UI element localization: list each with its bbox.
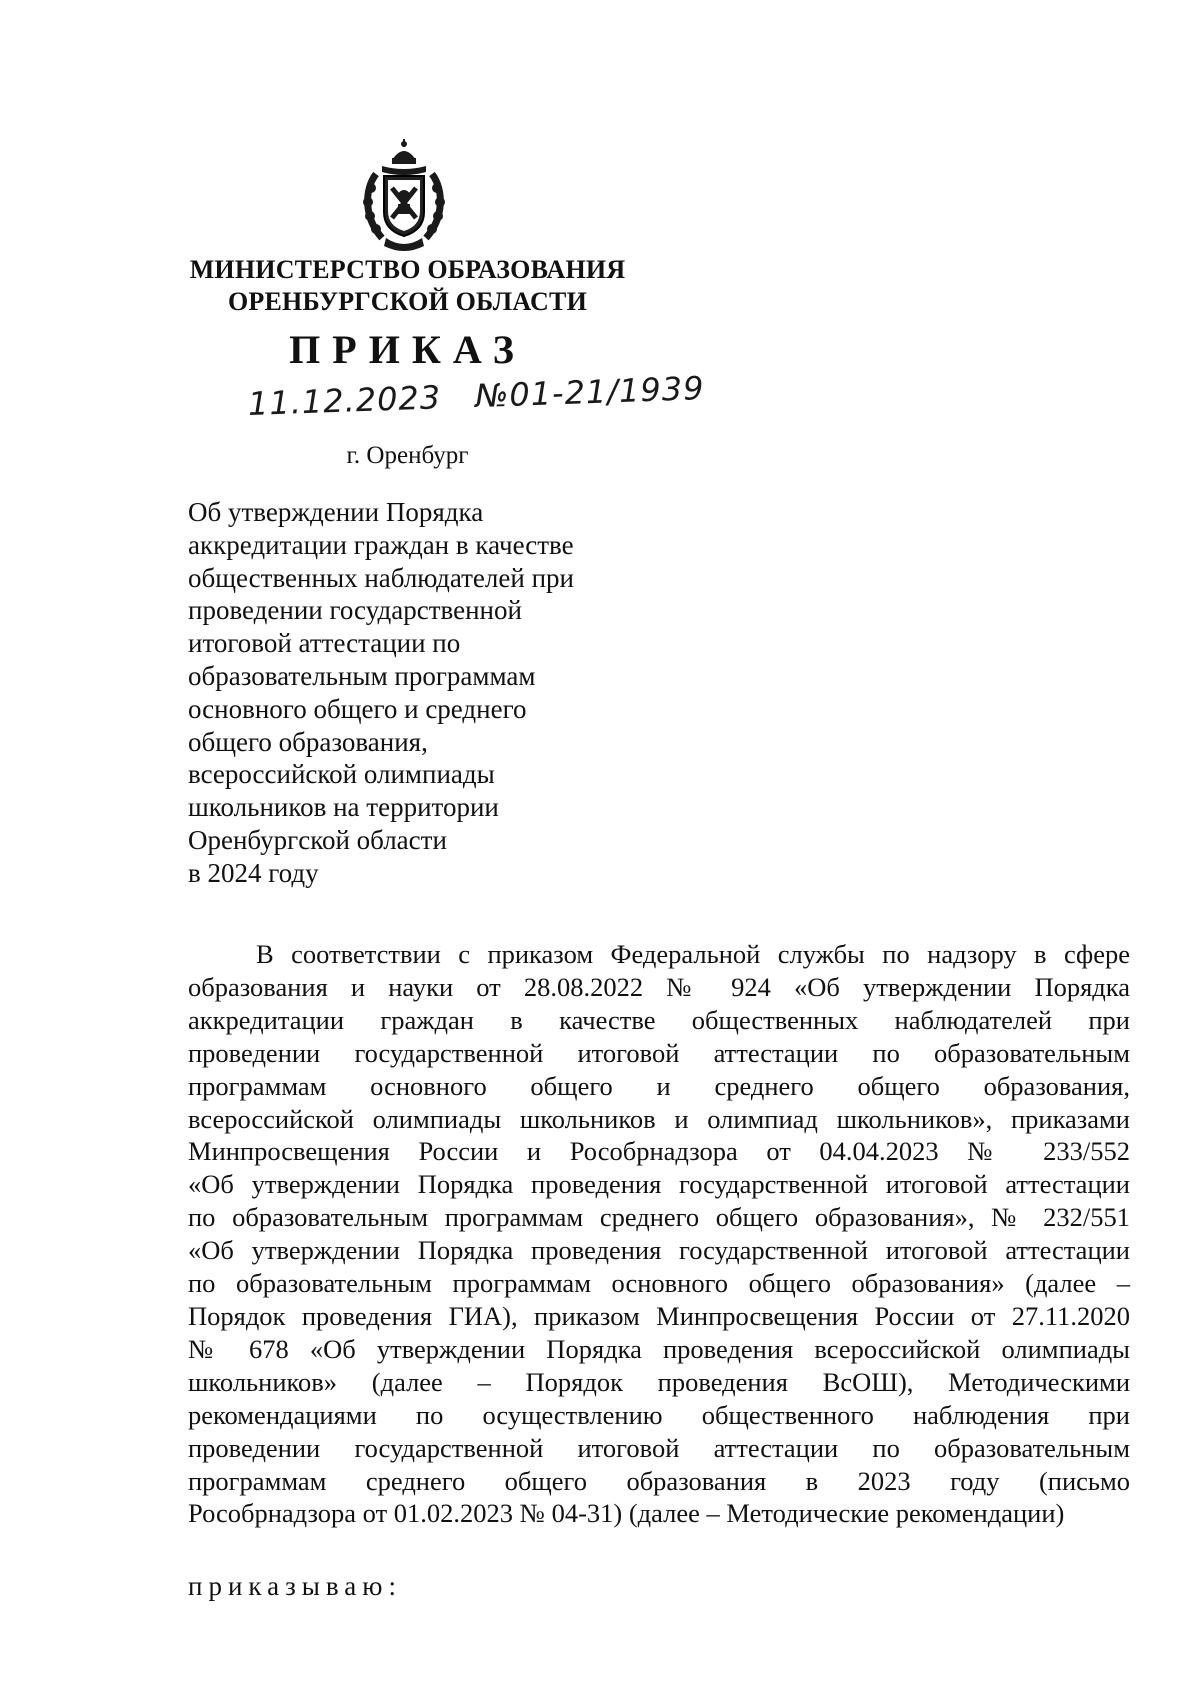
ministry-name-line1: МИНИСТЕРСТВО ОБРАЗОВАНИЯ [189,255,626,284]
body-line: Минпросвещения России и Рособрнадзора от 04.04.2023 № 233/552 [188,1136,1130,1167]
subject-line: проведении государственной [188,595,522,626]
subject-line: школьников на территории [188,792,499,823]
subject-line: Оренбургской области [188,824,447,855]
orenburg-coat-of-arms-icon [362,138,446,254]
body-line: Рособрнадзора от 01.02.2023 № 04-31) (далее – Методические рекомендации) [188,1498,1065,1529]
handwritten-date: 11.12.2023 [247,378,442,423]
city-name: г. Оренбург [346,442,469,469]
body-line: В соответствии с приказом Федеральной службы по надзору в сфере [256,939,1130,969]
body-line: программам основного общего и среднего общего образования, [188,1070,1130,1101]
body-line: проведении государственной итоговой аттестации по образовательным [188,1432,1130,1463]
ministry-name [180,254,635,318]
subject-line: Об утверждении Порядка [188,497,484,527]
subject-line: общего образования, [188,726,428,757]
body-line: проведении государственной итоговой аттестации по образовательным [188,1037,1130,1068]
subject-line: всероссийской олимпиады [188,759,495,790]
decree-word: приказываю: [188,1571,402,1601]
body-line: программам среднего общего образования в 2023 году (письмо [188,1465,1130,1496]
subject-line: основного общего и среднего [188,693,527,724]
body-line: Порядок проведения ГИА), приказом Минпросвещения России от 27.11.2020 [188,1300,1130,1331]
body-line: всероссийской олимпиады школьников и олимпиад школьников», приказами [188,1103,1130,1134]
body-line: образования и науки от 28.08.2022 № 924 «Об утверждении Порядка [188,971,1130,1002]
subject-line: итоговой аттестации по [188,628,461,659]
document-type-title: ПРИКАЗ [289,327,526,372]
body-line: по образовательным программам среднего общего образования», № 232/551 [188,1202,1130,1233]
handwritten-number: №01-21/1939 [474,369,706,416]
handwritten-date-number [247,368,705,424]
subject-line: образовательным программам [188,660,536,691]
subject-line: общественных наблюдателей при [188,562,574,593]
body-paragraph [188,938,1130,1530]
ministry-name-line2: ОРЕНБУРГСКОЙ ОБЛАСТИ [228,287,587,316]
body-line: школьников» (далее – Порядок проведения ВсОШ), Методическими [188,1366,1130,1397]
subject-line: аккредитации граждан в качестве [188,529,574,560]
body-line: «Об утверждении Порядка проведения государственной итоговой аттестации [188,1169,1130,1200]
body-line: аккредитации граждан в качестве общественных наблюдателей при [188,1004,1130,1035]
order-subject [188,496,628,890]
subject-line: в 2024 году [188,857,319,888]
body-line: «Об утверждении Порядка проведения государственной итоговой аттестации [188,1235,1130,1266]
body-line: № 678 «Об утверждении Порядка проведения всероссийской олимпиады [188,1333,1130,1364]
body-line: по образовательным программам основного общего образования» (далее – [188,1268,1130,1299]
body-line: рекомендациями по осуществлению общественного наблюдения при [188,1399,1130,1430]
